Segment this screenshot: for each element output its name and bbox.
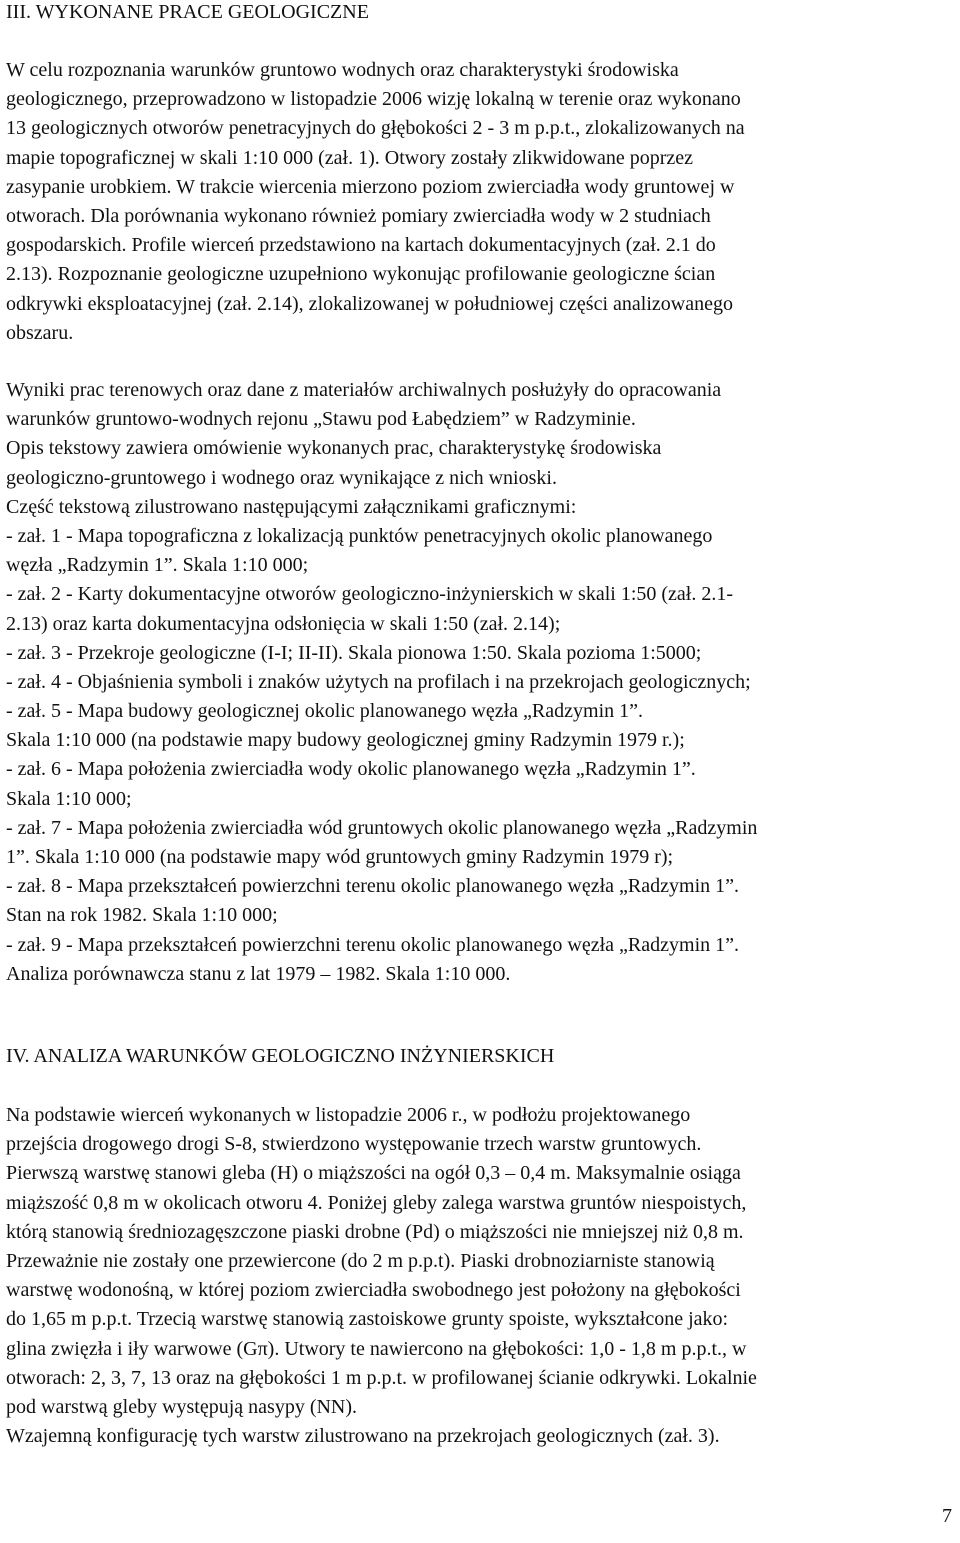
text-line: Przeważnie nie zostały one przewiercone (do 2 m p.p.t). Piaski drobnoziarniste stanowią: [6, 1249, 715, 1272]
text-line: 13 geologicznych otworów penetracyjnych do głębokości 2 - 3 m p.p.t., zlokalizowanych na: [6, 117, 745, 140]
paragraph: [6, 56, 745, 348]
text-line: - zał. 2 - Karty dokumentacyjne otworów geologiczno-inżynierskich w skali 1:50 (zał. 2.1-: [6, 583, 734, 606]
text-line: - zał. 7 - Mapa położenia zwierciadła wód gruntowych okolic planowanego węzła „Radzymin: [6, 816, 758, 839]
text-line: Analiza porównawcza stanu z lat 1979 – 1982. Skala 1:10 000.: [6, 962, 511, 985]
text-line: warunków gruntowo-wodnych rejonu „Stawu pod Łabędziem” w Radzyminie.: [6, 408, 636, 431]
text-line: Skala 1:10 000 (na podstawie mapy budowy geologicznej gminy Radzymin 1979 r.);: [6, 729, 685, 752]
text-line: Stan na rok 1982. Skala 1:10 000;: [6, 904, 278, 927]
text-line: otworach. Dla porównania wykonano również pomiary zwierciadła wody w 2 studniach: [6, 204, 711, 227]
text-line: - zał. 6 - Mapa położenia zwierciadła wody okolic planowanego węzła „Radzymin 1”.: [6, 758, 696, 781]
text-line: mapie topograficznej w skali 1:10 000 (zał. 1). Otwory zostały zlikwidowane poprzez: [6, 146, 694, 169]
text-line: 2.13) oraz karta dokumentacyjna odsłonięcia w skali 1:50 (zał. 2.14);: [6, 612, 561, 635]
text-line: - zał. 9 - Mapa przekształceń powierzchni terenu okolic planowanego węzła „Radzymin 1”.: [6, 933, 740, 956]
text-line: przejścia drogowego drogi S-8, stwierdzono występowanie trzech warstw gruntowych.: [6, 1133, 702, 1156]
text-line: 2.13). Rozpoznanie geologiczne uzupełniono wykonując profilowanie geologiczne ścian: [6, 263, 716, 286]
text-line: - zał. 1 - Mapa topograficzna z lokalizacją punktów penetracyjnych okolic planowanego: [6, 524, 713, 547]
paragraph: [6, 376, 757, 989]
text-line: zasypanie urobkiem. W trakcie wiercenia mierzono poziom zwierciadła wody gruntowej w: [6, 175, 735, 198]
text-line: - zał. 3 - Przekroje geologiczne (I-I; II-II). Skala pionowa 1:50. Skala pozioma 1:5000;: [6, 641, 702, 664]
text-line: gospodarskich. Profile wierceń przedstawiono na kartach dokumentacyjnych (zał. 2.1 do: [6, 234, 716, 257]
text-line: węzła „Radzymin 1”. Skala 1:10 000;: [6, 554, 309, 577]
section-title: IV. ANALIZA WARUNKÓW GEOLOGICZNO INŻYNIERSKICH: [6, 1045, 555, 1067]
text-line: 1”. Skala 1:10 000 (na podstawie mapy wód gruntowych gminy Radzymin 1979 r);: [6, 846, 674, 868]
section-title: III. WYKONANE PRACE GEOLOGICZNE: [6, 1, 369, 23]
text-line: Skala 1:10 000;: [6, 787, 132, 810]
text-line: do 1,65 m p.p.t. Trzecią warstwę stanowią zastoiskowe grunty spoiste, wykształcone jako:: [6, 1308, 729, 1331]
text-line: Pierwszą warstwę stanowi gleba (H) o miąższości na ogół 0,3 – 0,4 m. Maksymalnie osiąga: [6, 1162, 741, 1185]
text-line: geologicznego, przeprowadzono w listopadzie 2006 wizję lokalną w terenie oraz wykonano: [6, 88, 741, 111]
text-line: - zał. 4 - Objaśnienia symboli i znaków użytych na profilach i na przekrojach geologicznych;: [6, 670, 751, 693]
text-line: Wyniki prac terenowych oraz dane z materiałów archiwalnych posłużyły do opracowania: [6, 379, 722, 401]
text-line: Opis tekstowy zawiera omówienie wykonanych prac, charakterystykę środowiska: [6, 437, 662, 460]
text-line: Wzajemną konfigurację tych warstw zilustrowano na przekrojach geologicznych (zał. 3).: [6, 1425, 720, 1448]
text-line: - zał. 8 - Mapa przekształceń powierzchni terenu okolic planowanego węzła „Radzymin 1”.: [6, 875, 740, 898]
text-line: - zał. 5 - Mapa budowy geologicznej okolic planowanego węzła „Radzymin 1”.: [6, 700, 644, 723]
paragraph: [6, 1101, 757, 1451]
text-line: Część tekstową zilustrowano następującymi załącznikami graficznymi:: [6, 495, 577, 518]
text-line: geologiczno-gruntowego i wodnego oraz wynikające z nich wnioski.: [6, 466, 557, 489]
text-line: W celu rozpoznania warunków gruntowo wodnych oraz charakterystyki środowiska: [6, 59, 679, 81]
text-line: glina zwięzła i iły warwowe (Gπ). Utwory te nawiercono na głębokości: 1,0 - 1,8 m p.p.t., w: [6, 1337, 747, 1360]
text-line: pod warstwą gleby występują nasypy (NN).: [6, 1395, 358, 1418]
text-line: warstwę wodonośną, w której poziom zwierciadła swobodnego jest położony na głębokości: [6, 1279, 741, 1302]
text-line: miąższość 0,8 m w okolicach otworu 4. Poniżej gleby zalega warstwa gruntów niespoistych,: [6, 1191, 747, 1214]
text-line: otworach: 2, 3, 7, 13 oraz na głębokości 1 m p.p.t. w profilowanej ścianie odkrywki. Lokalnie: [6, 1366, 757, 1389]
page-number: 7: [942, 1505, 952, 1527]
text-line: obszaru.: [6, 321, 74, 344]
text-line: Na podstawie wierceń wykonanych w listopadzie 2006 r., w podłożu projektowanego: [6, 1104, 691, 1126]
text-line: odkrywki eksploatacyjnej (zał. 2.14), zlokalizowanej w południowej części analizowanego: [6, 292, 733, 315]
text-line: którą stanowią średniozagęszczone piaski drobne (Pd) o miąższości nie mniejszej niż 0,8 m.: [6, 1220, 744, 1243]
